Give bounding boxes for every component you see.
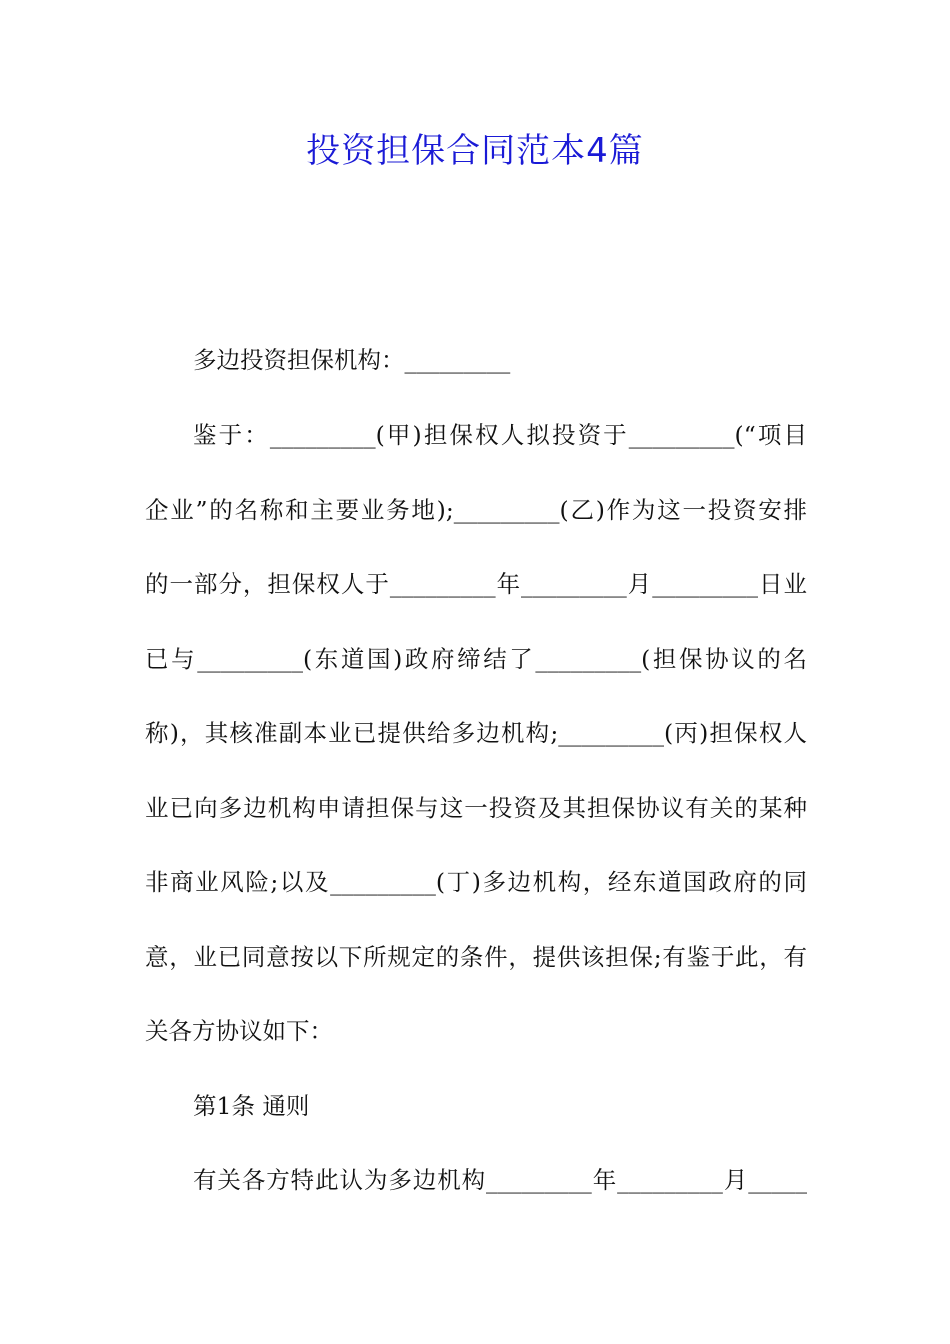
paragraph-line-5: 已与_________(东道国)政府缔结了_________(担保协议的名 bbox=[145, 645, 807, 673]
paragraph-line-8: 非商业风险;以及_________(丁)多边机构，经东道国政府的同 bbox=[145, 868, 807, 896]
paragraph-line-4: 的一部分，担保权人于_________年_________月_________日业 bbox=[145, 570, 807, 598]
paragraph-line-6: 称)，其核准副本业已提供给多边机构;_________(丙)担保权人 bbox=[145, 719, 807, 747]
section-heading: 第1条 通则 bbox=[193, 1092, 310, 1120]
paragraph-line-3: 企业”的名称和主要业务地);_________(乙)作为这一投资安排 bbox=[145, 496, 807, 524]
paragraph-line-9: 意，业已同意按以下所规定的条件，提供该担保;有鉴于此，有 bbox=[145, 943, 807, 971]
paragraph-line-7: 业已向多边机构申请担保与这一投资及其担保协议有关的某种 bbox=[145, 794, 807, 822]
document-title: 投资担保合同范本4篇 bbox=[306, 131, 644, 171]
paragraph-line-12: 有关各方特此认为多边机构_________年_________月_____ bbox=[193, 1166, 807, 1194]
paragraph-line-2: 鉴于：_________(甲)担保权人拟投资于_________(“项目 bbox=[193, 421, 807, 449]
paragraph-line-10: 关各方协议如下： bbox=[145, 1017, 333, 1045]
paragraph-line-1: 多边投资担保机构：_________ bbox=[193, 346, 511, 374]
